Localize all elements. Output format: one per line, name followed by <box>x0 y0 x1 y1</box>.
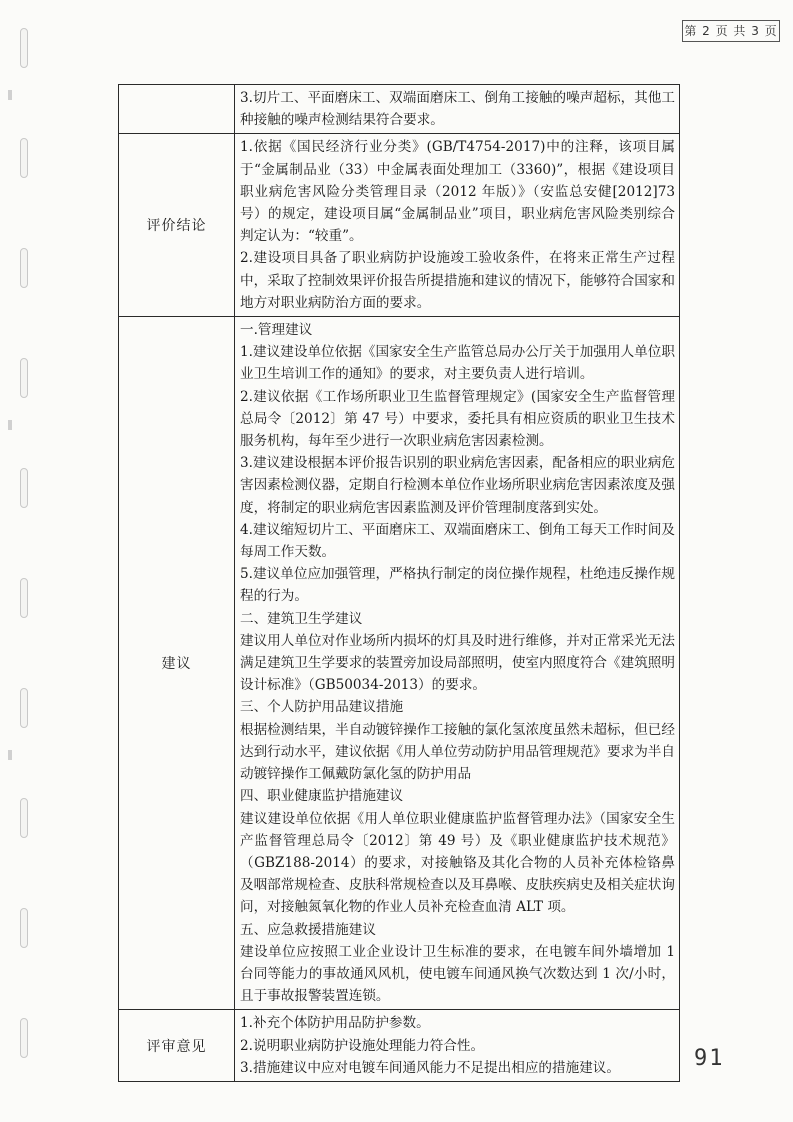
paragraph: 建议建设单位依据《用人单位职业健康监护监督管理办法》（国家安全生产监督管理总局令〔2012〕第 49 号）及《职业健康监护技术规范》（GBZ188-2014）的要求，对接触铬及其化合物的人员补充体检铬鼻及咽部常规检查、皮肤科常规检查以及耳鼻喉、皮肤疾病史及相关症状询问，对接触氮氧化物的作业人员补充检查血清 ALT 项。 <box>240 810 675 916</box>
paragraph: 2.说明职业病防护设施处理能力符合性。 <box>240 1037 485 1054</box>
row-label: 评审意见 <box>119 1010 235 1082</box>
binding-hole <box>20 578 28 618</box>
paragraph: 2.建议依据《工作场所职业卫生监督管理规定》(国家安全生产监督管理总局令〔2012〕第 47 号）中要求，委托具有相应资质的职业卫生技术服务机构，每年至少进行一次职业病危害因素检测。 <box>240 388 675 450</box>
binding-tick <box>8 420 12 430</box>
paragraph: 1.依据《国民经济行业分类》(GB/T4754-2017)中的注释，该项目属于“金属制品业（33）中金属表面处理加工（3360)”，根据《建设项目职业病危害风险分类管理目录（2012 年版）》（安监总安健[2012]73 号）的规定，建设项目属“金属制品业”项目，职业病危害风险类别综合判定认为：“较重”。 <box>240 139 675 245</box>
row-content <box>235 134 680 317</box>
row-content <box>235 317 680 1010</box>
paragraph: 五、应急救援措施建议 <box>240 921 376 938</box>
paragraph: 四、职业健康监护措施建议 <box>240 788 404 805</box>
table-row <box>119 134 680 317</box>
paragraph: 根据检测结果，半自动镀锌操作工接触的氯化氢浓度虽然未超标，但已经达到行动水平，建议依据《用人单位劳动防护用品管理规范》要求为半自动镀锌操作工佩戴防氯化氢的防护用品 <box>240 721 675 783</box>
binding-hole <box>20 468 28 508</box>
binding-hole <box>20 138 28 178</box>
paragraph: 1.补充个体防护用品防护参数。 <box>240 1015 430 1032</box>
table-row <box>119 317 680 1010</box>
binding-tick <box>8 90 12 100</box>
row-content <box>235 85 680 134</box>
paragraph: 一.管理建议 <box>240 322 313 339</box>
row-label <box>119 85 235 134</box>
paragraph: 二、建筑卫生学建议 <box>240 610 363 627</box>
binding-hole <box>20 688 28 728</box>
binding-hole <box>20 358 28 398</box>
paragraph: 1.建议建设单位依据《国家安全生产监管总局办公厅关于加强用人单位职业卫生培训工作的通知》的要求，对主要负责人进行培训。 <box>240 344 675 383</box>
binding-tick <box>8 750 12 760</box>
paragraph: 3.措施建议中应对电镀车间通风能力不足提出相应的措施建议。 <box>240 1059 620 1076</box>
evaluation-table <box>118 84 680 1082</box>
row-content <box>235 1010 680 1082</box>
row-label: 评价结论 <box>119 134 235 317</box>
paragraph: 建设单位应按照工业企业设计卫生标准的要求，在电镀车间外墙增加 1 台同等能力的事故通风风机，使电镀车间通风换气次数达到 1 次/小时，且于事故报警装置连锁。 <box>240 943 675 1005</box>
paragraph: 3.建议建设根据本评价报告识别的职业病危害因素，配备相应的职业病危害因素检测仪器，定期自行检测本单位作业场所职业病危害因素浓度及强度，将制定的职业病危害因素监测及评价管理制度落到实处。 <box>240 455 675 516</box>
binding-margin <box>0 0 52 1122</box>
binding-hole <box>20 1018 28 1058</box>
paragraph: 5.建议单位应加强管理，严格执行制定的岗位操作规程，杜绝违反操作规程的行为。 <box>240 566 675 605</box>
row-label: 建议 <box>119 317 235 1010</box>
paragraph: 4.建议缩短切片工、平面磨床工、双端面磨床工、倒角工每天工作时间及每周工作天数。 <box>240 521 675 561</box>
binding-hole <box>20 798 28 838</box>
binding-hole <box>20 908 28 948</box>
paragraph: 建议用人单位对作业场所内损坏的灯具及时进行维修，并对正常采光无法满足建筑卫生学要求的装置旁加设局部照明，使室内照度符合《建筑照明设计标准》（GB50034-2013）的要求。 <box>240 632 675 694</box>
paragraph: 3.切片工、平面磨床工、双端面磨床工、倒角工接触的噪声超标，其他工种接触的噪声检测结果符合要求。 <box>240 90 675 129</box>
paragraph: 三、个人防护用品建议措施 <box>240 699 404 716</box>
paragraph: 2.建设项目具备了职业病防护设施竣工验收条件，在将来正常生产过程中，采取了控制效果评价报告所提措施和建议的情况下，能够符合国家和地方对职业病防治方面的要求。 <box>240 250 675 311</box>
table-row <box>119 1010 680 1082</box>
table-row <box>119 85 680 134</box>
binding-hole <box>20 248 28 288</box>
page-stamp: 第 2 页 共 3 页 <box>682 20 780 42</box>
binding-hole <box>20 28 28 68</box>
page-number: 91 <box>694 1046 725 1071</box>
